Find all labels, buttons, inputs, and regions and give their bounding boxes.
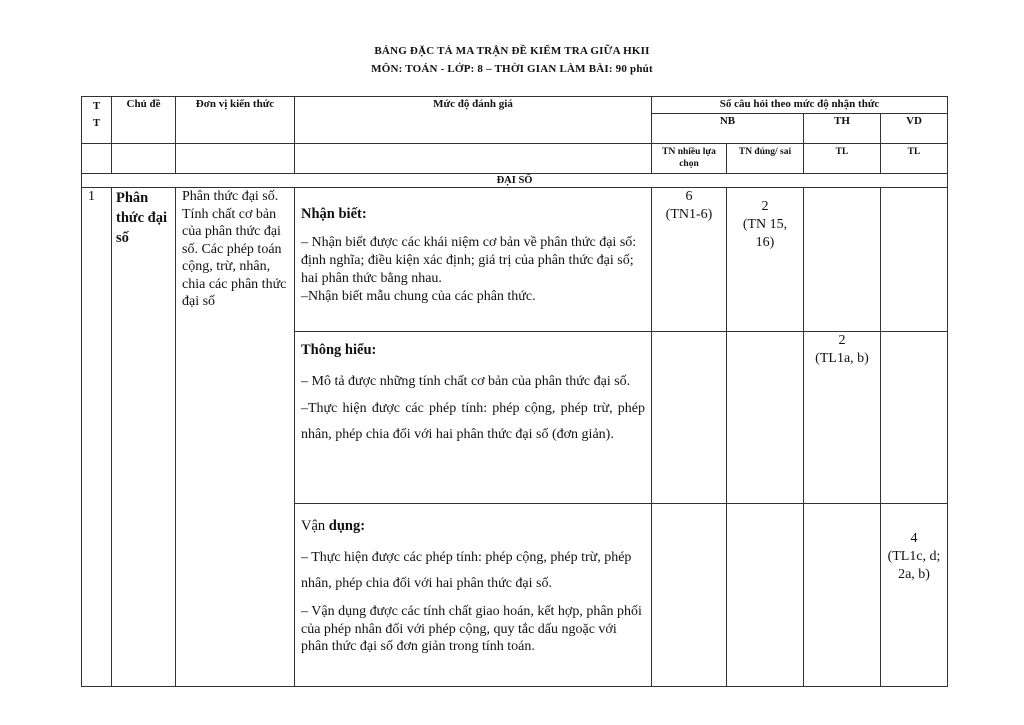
empty-cell [112, 144, 176, 174]
thong-hieu-desc-1: – Mô tả được những tính chất cơ bản của phân thức đại số. [301, 374, 631, 389]
header-muc-do-danh-gia: Mức độ đánh giá [295, 97, 652, 144]
vd-tl-count: 4 [910, 531, 918, 546]
empty-cell [652, 504, 727, 687]
level-van-dung [295, 504, 652, 687]
van-dung-desc-2: – Vận dụng được các tính chất giao hoán, kết hợp, phân phối của phép nhân đối với phép cộng, quy tắc dấu ngoặc với phân thức đại số đơn giản trong tính toán. [301, 604, 642, 654]
nb-tn-nhieu-cell [652, 188, 727, 332]
topic-name: Phân thức đại số [112, 188, 176, 687]
header-tl-th: TL [804, 144, 881, 174]
empty-cell [804, 188, 881, 332]
empty-cell [652, 332, 727, 504]
nb-tn-dung-sai-ref: (TN 15, 16) [742, 217, 788, 250]
header-vd: VD [881, 114, 948, 144]
specification-matrix-table [81, 96, 948, 687]
nb-tn-dung-sai-cell [727, 188, 804, 332]
nb-tn-nhieu-count: 6 [685, 189, 693, 204]
empty-cell [881, 332, 948, 504]
empty-cell [295, 144, 652, 174]
nhan-biet-desc-2: –Nhận biết mẫu chung của các phân thức. [301, 289, 536, 304]
empty-cell [727, 332, 804, 504]
level-nhan-biet-label: Nhận biết: [301, 206, 367, 222]
th-tl-ref: (TL1a, b) [815, 351, 869, 366]
nb-tn-dung-sai-count: 2 [761, 199, 769, 214]
row-number: 1 [82, 188, 112, 687]
header-don-vi-kien-thuc: Đơn vị kiến thức [176, 97, 295, 144]
knowledge-unit: Phân thức đại số. Tính chất cơ bản của phân thức đại số. Các phép toán cộng, trừ, nhân, chia các phân thức đại số [176, 188, 295, 687]
header-th: TH [804, 114, 881, 144]
document-title: BẢNG ĐẶC TẢ MA TRẬN ĐỀ KIỂM TRA GIỮA HKII [374, 45, 650, 57]
level-thong-hieu-label: Thông hiểu: [301, 342, 377, 358]
header-tl-vd: TL [881, 144, 948, 174]
level-van-dung-label: Vận dụng: [301, 518, 366, 534]
nhan-biet-desc-1: – Nhận biết được các khái niệm cơ bản về phân thức đại số: định nghĩa; điều kiện xác định; giá trị của phân thức đại số; hai phân thức bằng nhau. [301, 235, 637, 286]
th-tl-cell [804, 332, 881, 504]
empty-cell [727, 504, 804, 687]
header-so-cau-hoi: Số câu hỏi theo mức độ nhận thức [652, 97, 948, 114]
van-dung-desc-1: – Thực hiện được các phép tính: phép cộng, phép trừ, phép nhân, phép chia đối với hai phân thức đại số. [301, 550, 632, 591]
document-subtitle: MÔN: TOÁN - LỚP: 8 – THỜI GIAN LÀM BÀI: 90 phút [371, 63, 653, 75]
nb-tn-nhieu-ref: (TN1-6) [665, 207, 713, 222]
level-thong-hieu [295, 332, 652, 504]
th-tl-count: 2 [838, 333, 846, 348]
vd-tl-ref: (TL1c, d; 2a, b) [887, 549, 941, 582]
header-nb: NB [652, 114, 804, 144]
section-dai-so: ĐẠI SỐ [82, 174, 948, 188]
thong-hieu-desc-2: –Thực hiện được các phép tính: phép cộng, phép trừ, phép nhân, phép chia đối với hai phân thức đại số (đơn giản). [301, 400, 645, 442]
header-tt: T T [82, 97, 112, 144]
header-chu-de: Chủ đề [112, 97, 176, 144]
header-tn-dung-sai: TN đúng/ sai [727, 144, 804, 174]
empty-cell [82, 144, 112, 174]
level-nhan-biet [295, 188, 652, 332]
empty-cell [176, 144, 295, 174]
vd-tl-cell [881, 504, 948, 687]
empty-cell [881, 188, 948, 332]
empty-cell [804, 504, 881, 687]
header-tn-nhieu-lua-chon: TN nhiều lựa chọn [652, 144, 727, 174]
